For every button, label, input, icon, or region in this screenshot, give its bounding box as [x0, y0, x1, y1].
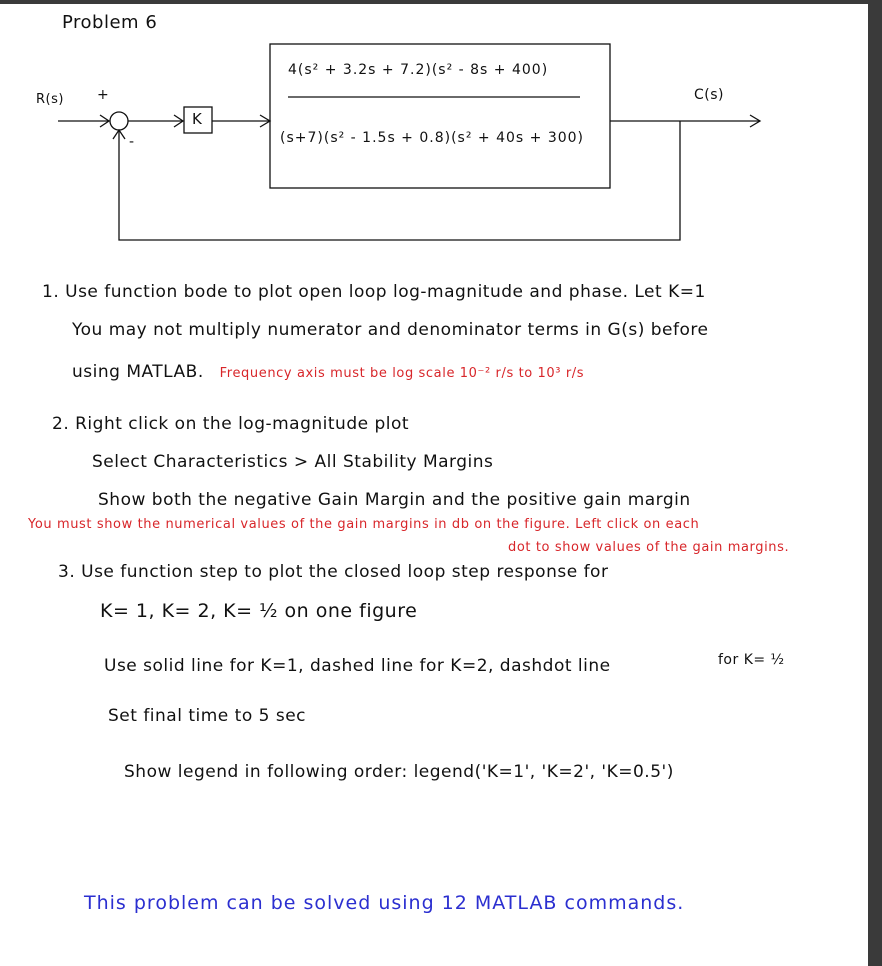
p1-line2: You may not multiply numerator and denominator terms in G(s) before — [72, 320, 709, 340]
p1-line3 — [72, 362, 584, 382]
p3-line2: K= 1, K= 2, K= ½ on one figure — [100, 600, 418, 622]
p2-line1: 2. Right click on the log-magnitude plot — [52, 414, 410, 434]
feedback-minus-sign: - — [129, 134, 135, 150]
p3-line3: Use solid line for K=1, dashed line for K=2, dashdot line — [104, 656, 611, 676]
p2-red-note-2: dot to show values of the gain margins. — [508, 540, 790, 555]
transfer-numerator: 4(s² + 3.2s + 7.2)(s² - 8s + 400) — [288, 62, 549, 78]
p1-line1: 1. Use function bode to plot open loop log-magnitude and phase. Let K=1 — [42, 282, 706, 302]
problem-title: Problem 6 — [62, 12, 158, 33]
summing-junction — [110, 112, 128, 130]
p2-line2: Select Characteristics > All Stability Margins — [92, 452, 494, 472]
input-label: R(s) — [36, 92, 64, 107]
gain-label: K — [192, 110, 203, 128]
sum-plus-sign: + — [97, 87, 110, 103]
p2-line3: Show both the negative Gain Margin and the positive gain margin — [98, 490, 691, 510]
output-label: C(s) — [694, 87, 724, 103]
p3-line3b: for K= ½ — [718, 652, 785, 668]
p3-line1: 3. Use function step to plot the closed loop step response for — [58, 562, 609, 582]
p2-red-note-1: You must show the numerical values of the gain margins in db on the figure. Left click on each — [28, 517, 700, 532]
p3-line4: Set final time to 5 sec — [108, 706, 307, 726]
p1-line3-red: Frequency axis must be log scale 10⁻² r/s to 10³ r/s — [219, 366, 585, 381]
transfer-denominator: (s+7)(s² - 1.5s + 0.8)(s² + 40s + 300) — [280, 130, 585, 146]
p1-line3-black: using MATLAB. — [72, 362, 204, 382]
footer-note: This problem can be solved using 12 MATLAB commands. — [84, 892, 685, 914]
p3-line5: Show legend in following order: legend('K=1', 'K=2', 'K=0.5') — [124, 762, 674, 782]
